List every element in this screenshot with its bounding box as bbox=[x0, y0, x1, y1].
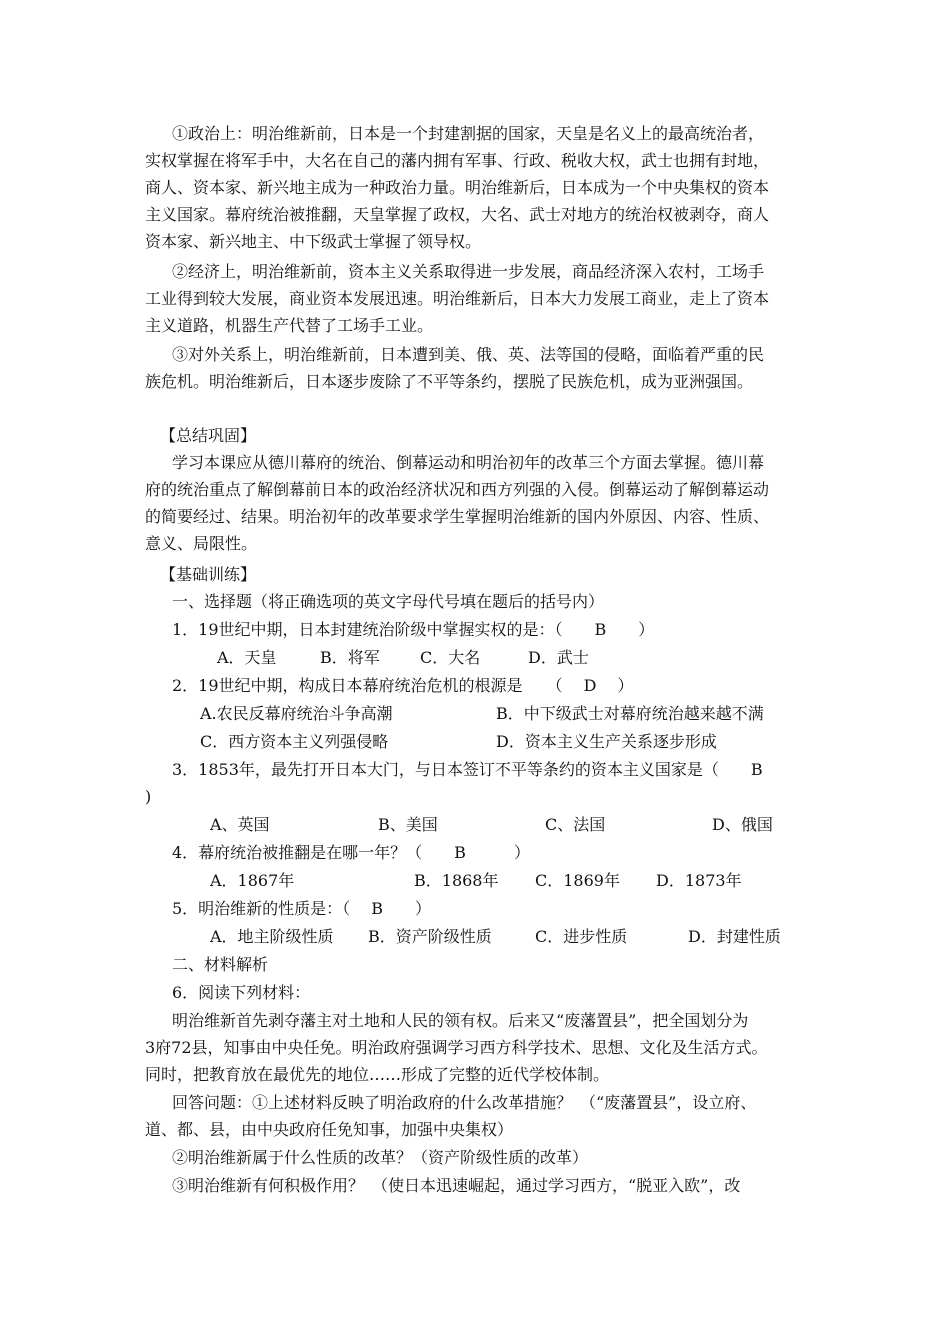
question-3-stem-continued: ) bbox=[145, 787, 152, 806]
para-political-line-4: 主义国家。幕府统治被推翻，天皇掌握了政权，大名、武士对地方的统治权被剥夺，商人 bbox=[145, 205, 770, 224]
summary-line-3: 的简要经过、结果。明治初年的改革要求学生掌握明治维新的国内外原因、内容、性质、 bbox=[145, 507, 770, 526]
question-5-stem: 5．明治维新的性质是：（ B ） bbox=[172, 899, 432, 918]
summary-line-4: 意义、局限性。 bbox=[145, 534, 258, 553]
para-political-line-5: 资本家、新兴地主、中下级武士掌握了领导权。 bbox=[145, 232, 482, 251]
question-1-option-d: D．武士 bbox=[528, 648, 589, 667]
question-2-stem: 2．19世纪中期，构成日本幕府统治危机的根源是 （ D ） bbox=[172, 676, 634, 695]
question-4-option-b: B．1868年 bbox=[414, 871, 499, 890]
question-5-option-b: B．资产阶级性质 bbox=[368, 927, 492, 946]
question-3-option-a: A、英国 bbox=[210, 815, 270, 834]
question-1-stem: 1．19世纪中期，日本封建统治阶级中掌握实权的是：（ B ） bbox=[172, 620, 655, 639]
section-multiple-choice: 一、选择题（将正确选项的英文字母代号填在题后的括号内） bbox=[172, 592, 605, 611]
material-line-2: 3府72县，知事由中央任免。明治政府强调学习西方科学技术、思想、文化及生活方式。 bbox=[145, 1038, 768, 1057]
answer-1-continued: 道、都、县，由中央政府任免知事，加强中央集权） bbox=[145, 1120, 514, 1139]
question-2-option-b: B．中下级武士对幕府统治越来越不满 bbox=[496, 704, 764, 723]
question-4-option-c: C．1869年 bbox=[535, 871, 620, 890]
para-economic-line-2: 工业得到较大发展，商业资本发展迅速。明治维新后，日本大力发展工商业，走上了资本 bbox=[145, 289, 770, 308]
question-6-stem: 6．阅读下列材料： bbox=[172, 983, 311, 1002]
question-4-option-d: D．1873年 bbox=[656, 871, 742, 890]
question-3-option-d: D、俄国 bbox=[712, 815, 773, 834]
question-5-option-c: C．进步性质 bbox=[535, 927, 628, 946]
section-material-analysis: 二、材料解析 bbox=[172, 955, 269, 974]
question-2-option-d: D．资本主义生产关系逐步形成 bbox=[496, 732, 717, 751]
material-line-1: 明治维新首先剥夺藩主对土地和人民的领有权。后来又“废藩置县”，把全国划分为 bbox=[172, 1011, 749, 1030]
answer-3: ③明治维新有何积极作用？ （使日本迅速崛起，通过学习西方，“脱亚入欧”，改 bbox=[172, 1176, 741, 1195]
para-economic-line-1: ②经济上，明治维新前，资本主义关系取得进一步发展，商品经济深入农村，工场手 bbox=[172, 262, 765, 281]
question-1-option-a: A．天皇 bbox=[217, 648, 277, 667]
question-5-option-a: A．地主阶级性质 bbox=[210, 927, 334, 946]
summary-line-1: 学习本课应从德川幕府的统治、倒幕运动和明治初年的改革三个方面去掌握。德川幕 bbox=[172, 453, 765, 472]
material-line-3: 同时，把教育放在最优先的地位……形成了完整的近代学校体制。 bbox=[145, 1065, 610, 1084]
summary-heading: 【总结巩固】 bbox=[160, 426, 257, 445]
answer-2: ②明治维新属于什么性质的改革？（资产阶级性质的改革） bbox=[172, 1148, 589, 1167]
para-political-line-2: 实权掌握在将军手中，大名在自己的藩内拥有军事、行政、税收大权，武士也拥有封地， bbox=[145, 151, 770, 170]
training-heading: 【基础训练】 bbox=[160, 565, 257, 584]
para-foreign-line-2: 族危机。明治维新后，日本逐步废除了不平等条约，摆脱了民族危机，成为亚洲强国。 bbox=[145, 372, 754, 391]
question-3-stem: 3．1853年，最先打开日本大门，与日本签订不平等条约的资本主义国家是（ B bbox=[172, 760, 763, 779]
question-5-option-d: D．封建性质 bbox=[688, 927, 781, 946]
question-1-option-c: C．大名 bbox=[420, 648, 481, 667]
para-foreign-line-1: ③对外关系上，明治维新前，日本遭到美、俄、英、法等国的侵略，面临着严重的民 bbox=[172, 345, 765, 364]
question-2-option-c: C．西方资本主义列强侵略 bbox=[200, 732, 389, 751]
question-3-option-b: B、美国 bbox=[378, 815, 438, 834]
question-4-option-a: A．1867年 bbox=[210, 871, 295, 890]
summary-line-2: 府的统治重点了解倒幕前日本的政治经济状况和西方列强的入侵。倒幕运动了解倒幕运动 bbox=[145, 480, 770, 499]
para-political-line-3: 商人、资本家、新兴地主成为一种政治力量。明治维新后，日本成为一个中央集权的资本 bbox=[145, 178, 770, 197]
answer-1: 回答问题：①上述材料反映了明治政府的什么改革措施？ （“废藩置县”，设立府、 bbox=[172, 1093, 757, 1112]
para-political-line-1: ①政治上：明治维新前，日本是一个封建割据的国家，天皇是名义上的最高统治者， bbox=[172, 124, 765, 143]
question-3-option-c: C、法国 bbox=[545, 815, 606, 834]
para-economic-line-3: 主义道路，机器生产代替了工场手工业。 bbox=[145, 316, 434, 335]
question-1-option-b: B．将军 bbox=[320, 648, 380, 667]
question-2-option-a: A.农民反幕府统治斗争高潮 bbox=[200, 704, 393, 723]
question-4-stem: 4．幕府统治被推翻是在哪一年？（ B ） bbox=[172, 843, 530, 862]
